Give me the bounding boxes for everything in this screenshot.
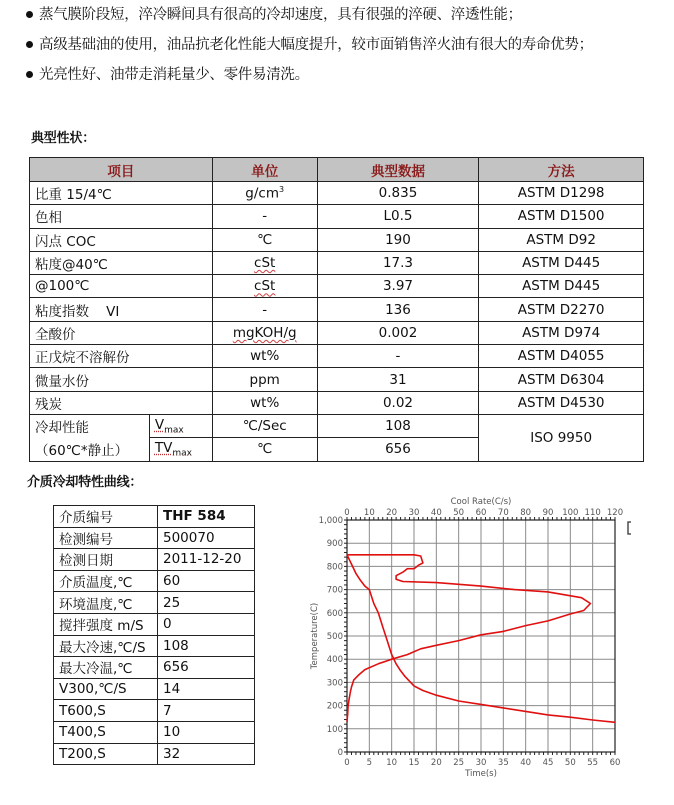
header-item: 项目 — [30, 158, 213, 182]
y-tick-label: 900 — [326, 539, 343, 550]
item-cell: 粘度@40℃ — [30, 251, 213, 274]
y-tick-label: 500 — [326, 632, 343, 642]
value-cell: 31 — [317, 368, 479, 391]
table-row — [54, 635, 255, 657]
table-row — [54, 657, 255, 679]
value-cell: 108 — [158, 635, 255, 657]
unit-cell: - — [212, 298, 317, 321]
method-cell: ASTM D92 — [479, 228, 644, 251]
value-cell: 3.97 — [317, 275, 479, 298]
item-cell: 全酸价 — [30, 321, 213, 344]
x-tick-label: 40 — [520, 758, 532, 768]
table-row — [30, 321, 644, 344]
table-row — [30, 182, 644, 205]
table-row — [54, 506, 255, 528]
bullet-dot-icon — [26, 41, 33, 48]
method-cell: ASTM D1500 — [479, 205, 644, 228]
table-row — [30, 275, 644, 298]
value-cell: 108 — [317, 414, 479, 437]
key-cell: T600,S — [54, 700, 158, 722]
key-cell: 介质编号 — [54, 506, 158, 528]
value-cell: 0.02 — [317, 391, 479, 414]
key-cell: 最大冷温,℃ — [54, 657, 158, 679]
x-tick-label: 55 — [587, 758, 599, 768]
x-tick-label: 5 — [366, 758, 373, 768]
value-cell: 656 — [317, 438, 479, 461]
y-tick-label: 700 — [326, 585, 343, 596]
y-tick-label: 0 — [337, 748, 343, 758]
header-method: 方法 — [479, 158, 644, 182]
x-tick-label: 15 — [408, 758, 420, 768]
x2-tick-label: 120 — [606, 508, 624, 518]
item-cell: 正戊烷不溶解份 — [30, 345, 213, 368]
x2-tick-label: 80 — [520, 508, 532, 518]
x2-axis-label: Cool Rate(C/s) — [450, 497, 512, 507]
key-cell: V300,℃/S — [54, 678, 158, 700]
unit-cell: $g/cm^3$ — [212, 182, 317, 205]
value-cell: THF 584 — [158, 506, 255, 528]
unit-cell: ℃/Sec — [212, 414, 317, 437]
table-row — [30, 251, 644, 274]
unit-cell: cSt — [212, 251, 317, 274]
value-cell: 0.002 — [317, 321, 479, 344]
x2-tick-label: 100 — [562, 508, 579, 518]
bullet-text: 蒸气膜阶段短，淬冷瞬间具有很高的冷却速度，具有很强的淬硬、淬透性能； — [39, 7, 522, 23]
value-cell: 0 — [158, 613, 255, 635]
item-cell: 残炭 — [30, 391, 213, 414]
item-cell: 比重 15/4℃ — [30, 182, 213, 205]
x-tick-label: 30 — [475, 758, 487, 768]
key-cell: 介质温度,℃ — [54, 570, 158, 592]
method-cell: ASTM D445 — [479, 251, 644, 274]
table-row — [54, 743, 255, 765]
y-tick-label: 1,000 — [318, 516, 343, 526]
table-row — [30, 368, 644, 391]
cooling-label-line2: （60℃*静止） — [30, 438, 150, 461]
method-cell: ASTM D1298 — [479, 182, 644, 205]
method-cell: ASTM D2270 — [479, 298, 644, 321]
value-cell: L0.5 — [317, 205, 479, 228]
value-cell: 136 — [317, 298, 479, 321]
x-tick-label: 50 — [564, 758, 576, 768]
key-cell: T400,S — [54, 721, 158, 743]
method-cell: ASTM D974 — [479, 321, 644, 344]
curve-section-title: 介质冷却特性曲线： — [27, 475, 143, 490]
value-cell: 0.835 — [317, 182, 479, 205]
bullet-item — [22, 34, 672, 64]
feature-bullets — [22, 4, 672, 94]
tvmax-label: $TV_{max}$ — [149, 438, 212, 461]
key-cell: T200,S — [54, 743, 158, 765]
key-cell: 检测编号 — [54, 527, 158, 549]
key-cell: 检测日期 — [54, 549, 158, 571]
x2-tick-label: 110 — [584, 508, 601, 518]
table-row — [54, 592, 255, 614]
table-header-row — [30, 158, 644, 182]
method-cell: ASTM D4530 — [479, 391, 644, 414]
bullet-item — [22, 64, 672, 94]
value-cell: 7 — [158, 700, 255, 722]
y-tick-label: 600 — [326, 608, 343, 619]
table-row — [54, 549, 255, 571]
value-cell: 17.3 — [317, 251, 479, 274]
x2-tick-label: 70 — [497, 508, 509, 518]
key-cell: 最大冷速,℃/S — [54, 635, 158, 657]
unit-cell: ℃ — [212, 438, 317, 461]
unit-cell: ℃ — [212, 228, 317, 251]
value-cell: 14 — [158, 678, 255, 700]
x-tick-label: 20 — [430, 758, 442, 768]
method-cell: ASTM D4055 — [479, 345, 644, 368]
unit-cell: - — [212, 205, 317, 228]
x-tick-label: 35 — [497, 758, 509, 768]
y-tick-label: 100 — [326, 724, 343, 735]
unit-cell: mgKOH/g — [212, 321, 317, 344]
table-row — [54, 570, 255, 592]
x2-tick-label: 50 — [453, 508, 465, 518]
value-cell: 25 — [158, 592, 255, 614]
method-cell: ASTM D6304 — [479, 368, 644, 391]
key-cell: 环境温度,℃ — [54, 592, 158, 614]
value-cell: 656 — [158, 657, 255, 679]
x-tick-label: 45 — [542, 758, 554, 768]
x-tick-label: 60 — [609, 758, 621, 768]
item-cell: @100℃ — [30, 275, 213, 298]
series-line — [347, 555, 590, 722]
x-tick-label: 25 — [453, 758, 465, 768]
table-row — [54, 700, 255, 722]
unit-cell: wt% — [212, 345, 317, 368]
y-tick-label: 200 — [326, 701, 343, 712]
x2-tick-label: 40 — [430, 508, 442, 518]
item-cell: 闪点 COC — [30, 228, 213, 251]
method-cell: ASTM D445 — [479, 275, 644, 298]
table-row — [54, 613, 255, 635]
y-tick-label: 300 — [326, 678, 343, 689]
x-tick-label: 10 — [386, 758, 398, 768]
y-axis-label: Temperature(C) — [310, 602, 320, 670]
table-row — [30, 391, 644, 414]
cooling-curve-chart — [296, 490, 674, 790]
x2-tick-label: 60 — [475, 508, 487, 518]
table-row — [54, 721, 255, 743]
table-row — [30, 345, 644, 368]
x2-tick-label: 0 — [344, 508, 350, 518]
method-cell: ISO 9950 — [479, 414, 644, 461]
bullet-dot-icon — [26, 71, 33, 78]
properties-table — [29, 157, 644, 462]
header-value: 典型数据 — [317, 158, 479, 182]
table-row — [54, 678, 255, 700]
value-cell: 32 — [158, 743, 255, 765]
unit-cell: wt% — [212, 391, 317, 414]
value-cell: 2011-12-20 — [158, 549, 255, 571]
y-tick-label: 400 — [326, 655, 343, 666]
x2-tick-label: 20 — [386, 508, 398, 518]
cooling-label-line1: 冷却性能 — [30, 414, 150, 437]
header-unit: 单位 — [212, 158, 317, 182]
table-row — [54, 527, 255, 549]
media-info-table — [53, 505, 255, 765]
table-row — [30, 228, 644, 251]
vmax-label: $V_{max}$ — [149, 414, 212, 437]
value-cell: 500070 — [158, 527, 255, 549]
unit-cell: ppm — [212, 368, 317, 391]
table-row-cooling-vmax — [30, 414, 644, 437]
table-row — [30, 298, 644, 321]
value-cell: 60 — [158, 570, 255, 592]
item-cell: 色相 — [30, 205, 213, 228]
x2-tick-label: 90 — [542, 508, 554, 518]
value-cell: - — [317, 345, 479, 368]
value-cell: 10 — [158, 721, 255, 743]
table-row — [30, 205, 644, 228]
x2-tick-label: 10 — [363, 508, 375, 518]
bullet-text: 高级基础油的使用，油品抗老化性能大幅度提升，较市面销售淬火油有很大的寿命优势； — [39, 37, 593, 53]
x-axis-label: Time(s) — [465, 769, 497, 779]
item-cell: 粘度指数 VI — [30, 298, 213, 321]
x2-tick-label: 30 — [408, 508, 420, 518]
properties-title: 典型性状： — [31, 131, 96, 146]
y-tick-label: 800 — [326, 562, 343, 573]
unit-cell: cSt — [212, 275, 317, 298]
bullet-dot-icon — [26, 11, 33, 18]
value-cell: 190 — [317, 228, 479, 251]
bullet-text: 光亮性好、油带走消耗量少、零件易清洗。 — [39, 67, 309, 83]
key-cell: 搅拌强度 m/S — [54, 613, 158, 635]
bullet-item — [22, 4, 672, 34]
x-tick-label: 0 — [344, 758, 350, 768]
bracket-icon — [628, 522, 631, 534]
item-cell: 微量水份 — [30, 368, 213, 391]
